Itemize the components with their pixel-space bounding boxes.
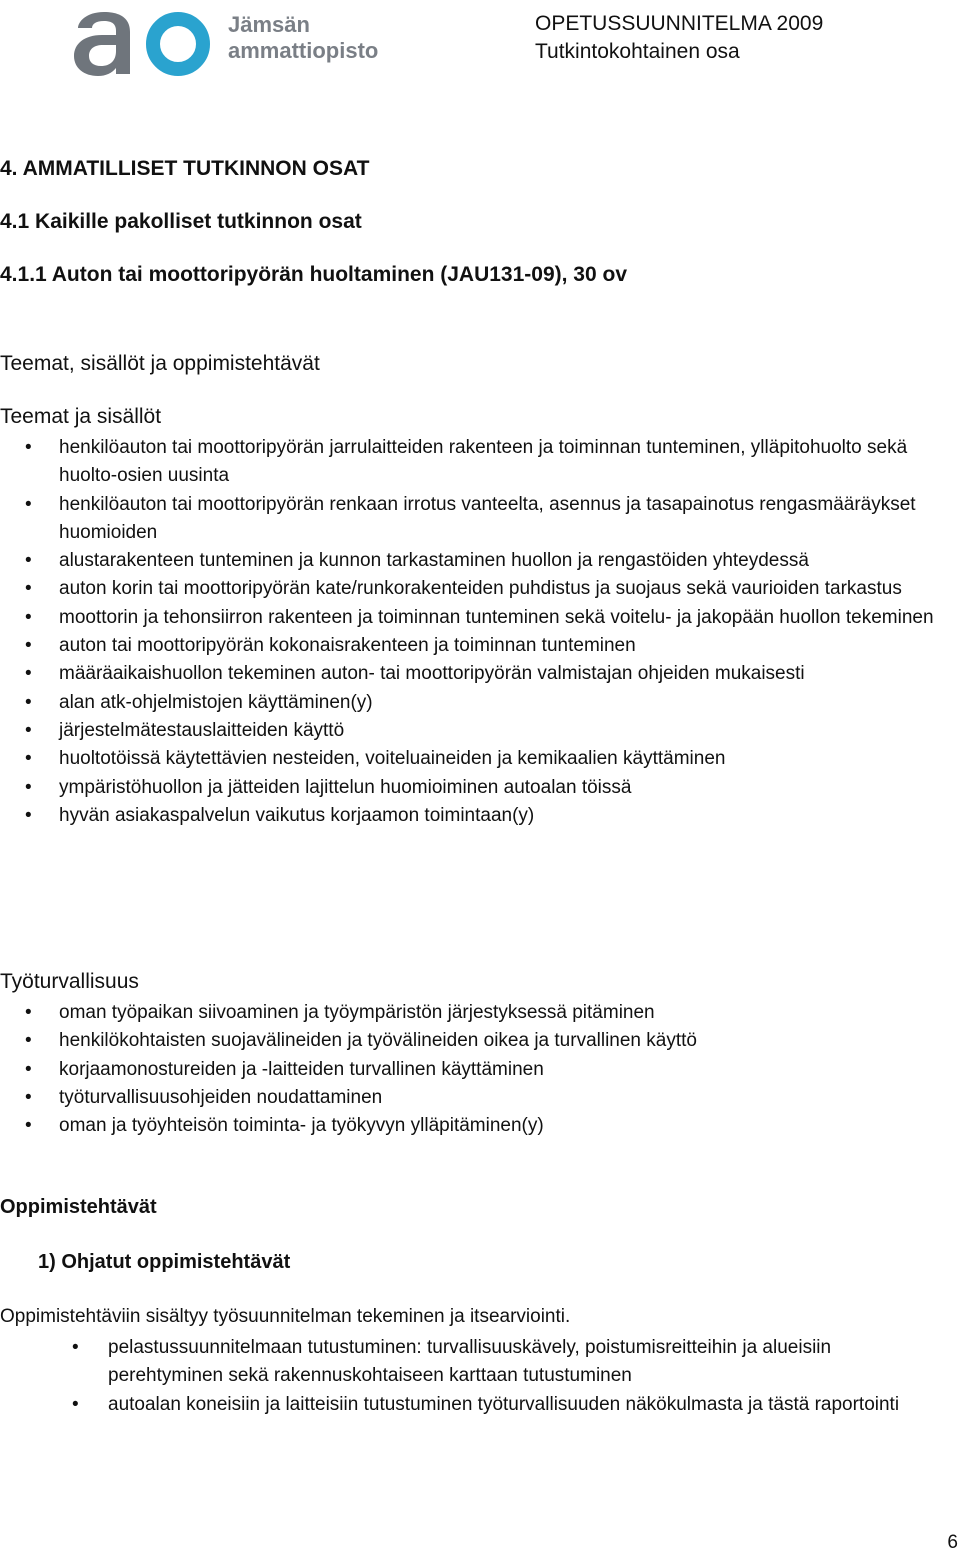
safety-label: Työturvallisuus xyxy=(0,970,139,993)
list-item xyxy=(0,745,954,773)
list-item-text: autoalan koneisiin ja laitteisiin tutustuminen työturvallisuuden näkökulmasta ja tästä raportointi xyxy=(108,1393,900,1415)
list-item-text: alan atk-ohjelmistojen käyttäminen(y) xyxy=(59,691,373,713)
list-item xyxy=(0,999,954,1027)
list-item xyxy=(0,1391,938,1419)
list-item xyxy=(0,491,954,548)
list-item xyxy=(0,774,954,802)
list-item xyxy=(0,434,954,491)
bullet-icon: • xyxy=(25,1115,32,1137)
list-item xyxy=(0,660,954,688)
logo-line-1: Jämsän xyxy=(228,12,310,37)
list-item xyxy=(0,802,954,830)
list-item xyxy=(0,1084,954,1112)
bullet-icon: • xyxy=(25,606,32,628)
guided-tasks-heading: 1) Ohjatut oppimistehtävät xyxy=(38,1251,291,1273)
themes-label: Teemat ja sisällöt xyxy=(0,405,162,428)
document-header xyxy=(535,10,823,66)
bullet-icon: • xyxy=(25,776,32,798)
themes-list xyxy=(0,434,954,830)
bullet-icon: • xyxy=(25,437,32,458)
logo-line-2: ammattiopisto xyxy=(228,38,379,63)
logo-wordmark xyxy=(228,12,378,64)
bullet-icon: • xyxy=(25,719,32,741)
learning-tasks-list xyxy=(0,1334,938,1419)
list-item-text: pelastussuunnitelmaan tutustuminen: turvallisuuskävely, poistumisreitteihin ja alueisiin perehtyminen sekä rakennuskohtaiseen karttaan tutustuminen xyxy=(108,1337,832,1387)
bullet-icon: • xyxy=(25,804,32,826)
list-item-text: auton korin tai moottoripyörän kate/runkorakenteiden puhdistus ja suojaus sekä vaurioiden tarkastus xyxy=(59,578,902,600)
list-item-text: alustarakenteen tunteminen ja kunnon tarkastaminen huollon ja rengastöiden yhteydessä xyxy=(59,550,809,572)
list-item-text: auton tai moottoripyörän kokonaisrakenteen ja toiminnan tunteminen xyxy=(59,635,636,657)
section-heading: 4.1 Kaikille pakolliset tutkinnon osat xyxy=(0,210,362,233)
page-number: 6 xyxy=(947,1532,958,1553)
bullet-icon: • xyxy=(25,578,32,600)
bullet-icon: • xyxy=(25,493,32,515)
bullet-icon: • xyxy=(25,1030,32,1052)
list-item-text: huoltotöissä käytettävien nesteiden, voiteluaineiden ja kemikaalien käyttäminen xyxy=(59,748,726,770)
bullet-icon: • xyxy=(72,1393,79,1415)
list-item xyxy=(0,604,954,632)
list-item-text: hyvän asiakaspalvelun vaikutus korjaamon toimintaan(y) xyxy=(59,804,535,826)
list-item-text: henkilöauton tai moottoripyörän renkaan irrotus vanteelta, asennus ja tasapainotus rengasmääräykset huomioiden xyxy=(59,493,916,543)
list-item xyxy=(0,575,954,603)
bullet-icon: • xyxy=(25,663,32,685)
logo-mark-icon xyxy=(70,4,230,80)
bullet-icon: • xyxy=(25,1002,32,1023)
list-item-text: oman ja työyhteisön toiminta- ja työkyvyn ylläpitäminen(y) xyxy=(59,1115,544,1137)
bullet-icon: • xyxy=(25,748,32,770)
document-subtitle: Tutkintokohtainen osa xyxy=(535,40,740,63)
learning-tasks-intro: Oppimistehtäviin sisältyy työsuunnitelman tekeminen ja itsearviointi. xyxy=(0,1306,571,1327)
list-item xyxy=(0,689,954,717)
bullet-icon: • xyxy=(72,1337,79,1358)
list-item xyxy=(0,1027,954,1055)
chapter-heading: 4. AMMATILLISET TUTKINNON OSAT xyxy=(0,157,370,180)
bullet-icon: • xyxy=(25,691,32,713)
list-item xyxy=(0,1112,954,1140)
bullet-icon: • xyxy=(25,1058,32,1080)
list-item-text: järjestelmätestauslaitteiden käyttö xyxy=(59,719,345,741)
document-title: OPETUSSUUNNITELMA 2009 xyxy=(535,12,824,35)
list-item-text: moottorin ja tehonsiirron rakenteen ja toiminnan tunteminen sekä voitelu- ja jakopään huollon tekeminen xyxy=(59,606,934,628)
list-item xyxy=(0,717,954,745)
list-item-text: henkilöauton tai moottoripyörän jarrulaitteiden rakenteen ja toiminnan tunteminen, ylläpitohuolto sekä huolto-osien uusinta xyxy=(59,437,908,487)
list-item xyxy=(0,547,954,575)
bullet-icon: • xyxy=(25,635,32,657)
learning-tasks-heading: Oppimistehtävät xyxy=(0,1196,157,1218)
list-item xyxy=(0,1334,938,1391)
logo xyxy=(70,4,379,80)
bullet-icon: • xyxy=(25,1086,32,1108)
themes-subtitle: Teemat, sisällöt ja oppimistehtävät xyxy=(0,352,320,375)
list-item xyxy=(0,632,954,660)
list-item xyxy=(0,1056,954,1084)
safety-list xyxy=(0,999,954,1140)
bullet-icon: • xyxy=(25,550,32,572)
list-item-text: korjaamonostureiden ja -laitteiden turvallinen käyttäminen xyxy=(59,1058,544,1080)
list-item-text: määräaikaishuollon tekeminen auton- tai moottoripyörän valmistajan ohjeiden mukaisesti xyxy=(59,663,805,685)
list-item-text: työturvallisuusohjeiden noudattaminen xyxy=(59,1086,383,1108)
list-item-text: henkilökohtaisten suojavälineiden ja työvälineiden oikea ja turvallinen käyttö xyxy=(59,1030,697,1052)
list-item-text: oman työpaikan siivoaminen ja työympäristön järjestyksessä pitäminen xyxy=(59,1002,655,1023)
list-item-text: ympäristöhuollon ja jätteiden lajittelun huomioiminen autoalan töissä xyxy=(59,776,632,798)
subsection-heading: 4.1.1 Auton tai moottoripyörän huoltaminen (JAU131-09), 30 ov xyxy=(0,263,627,286)
